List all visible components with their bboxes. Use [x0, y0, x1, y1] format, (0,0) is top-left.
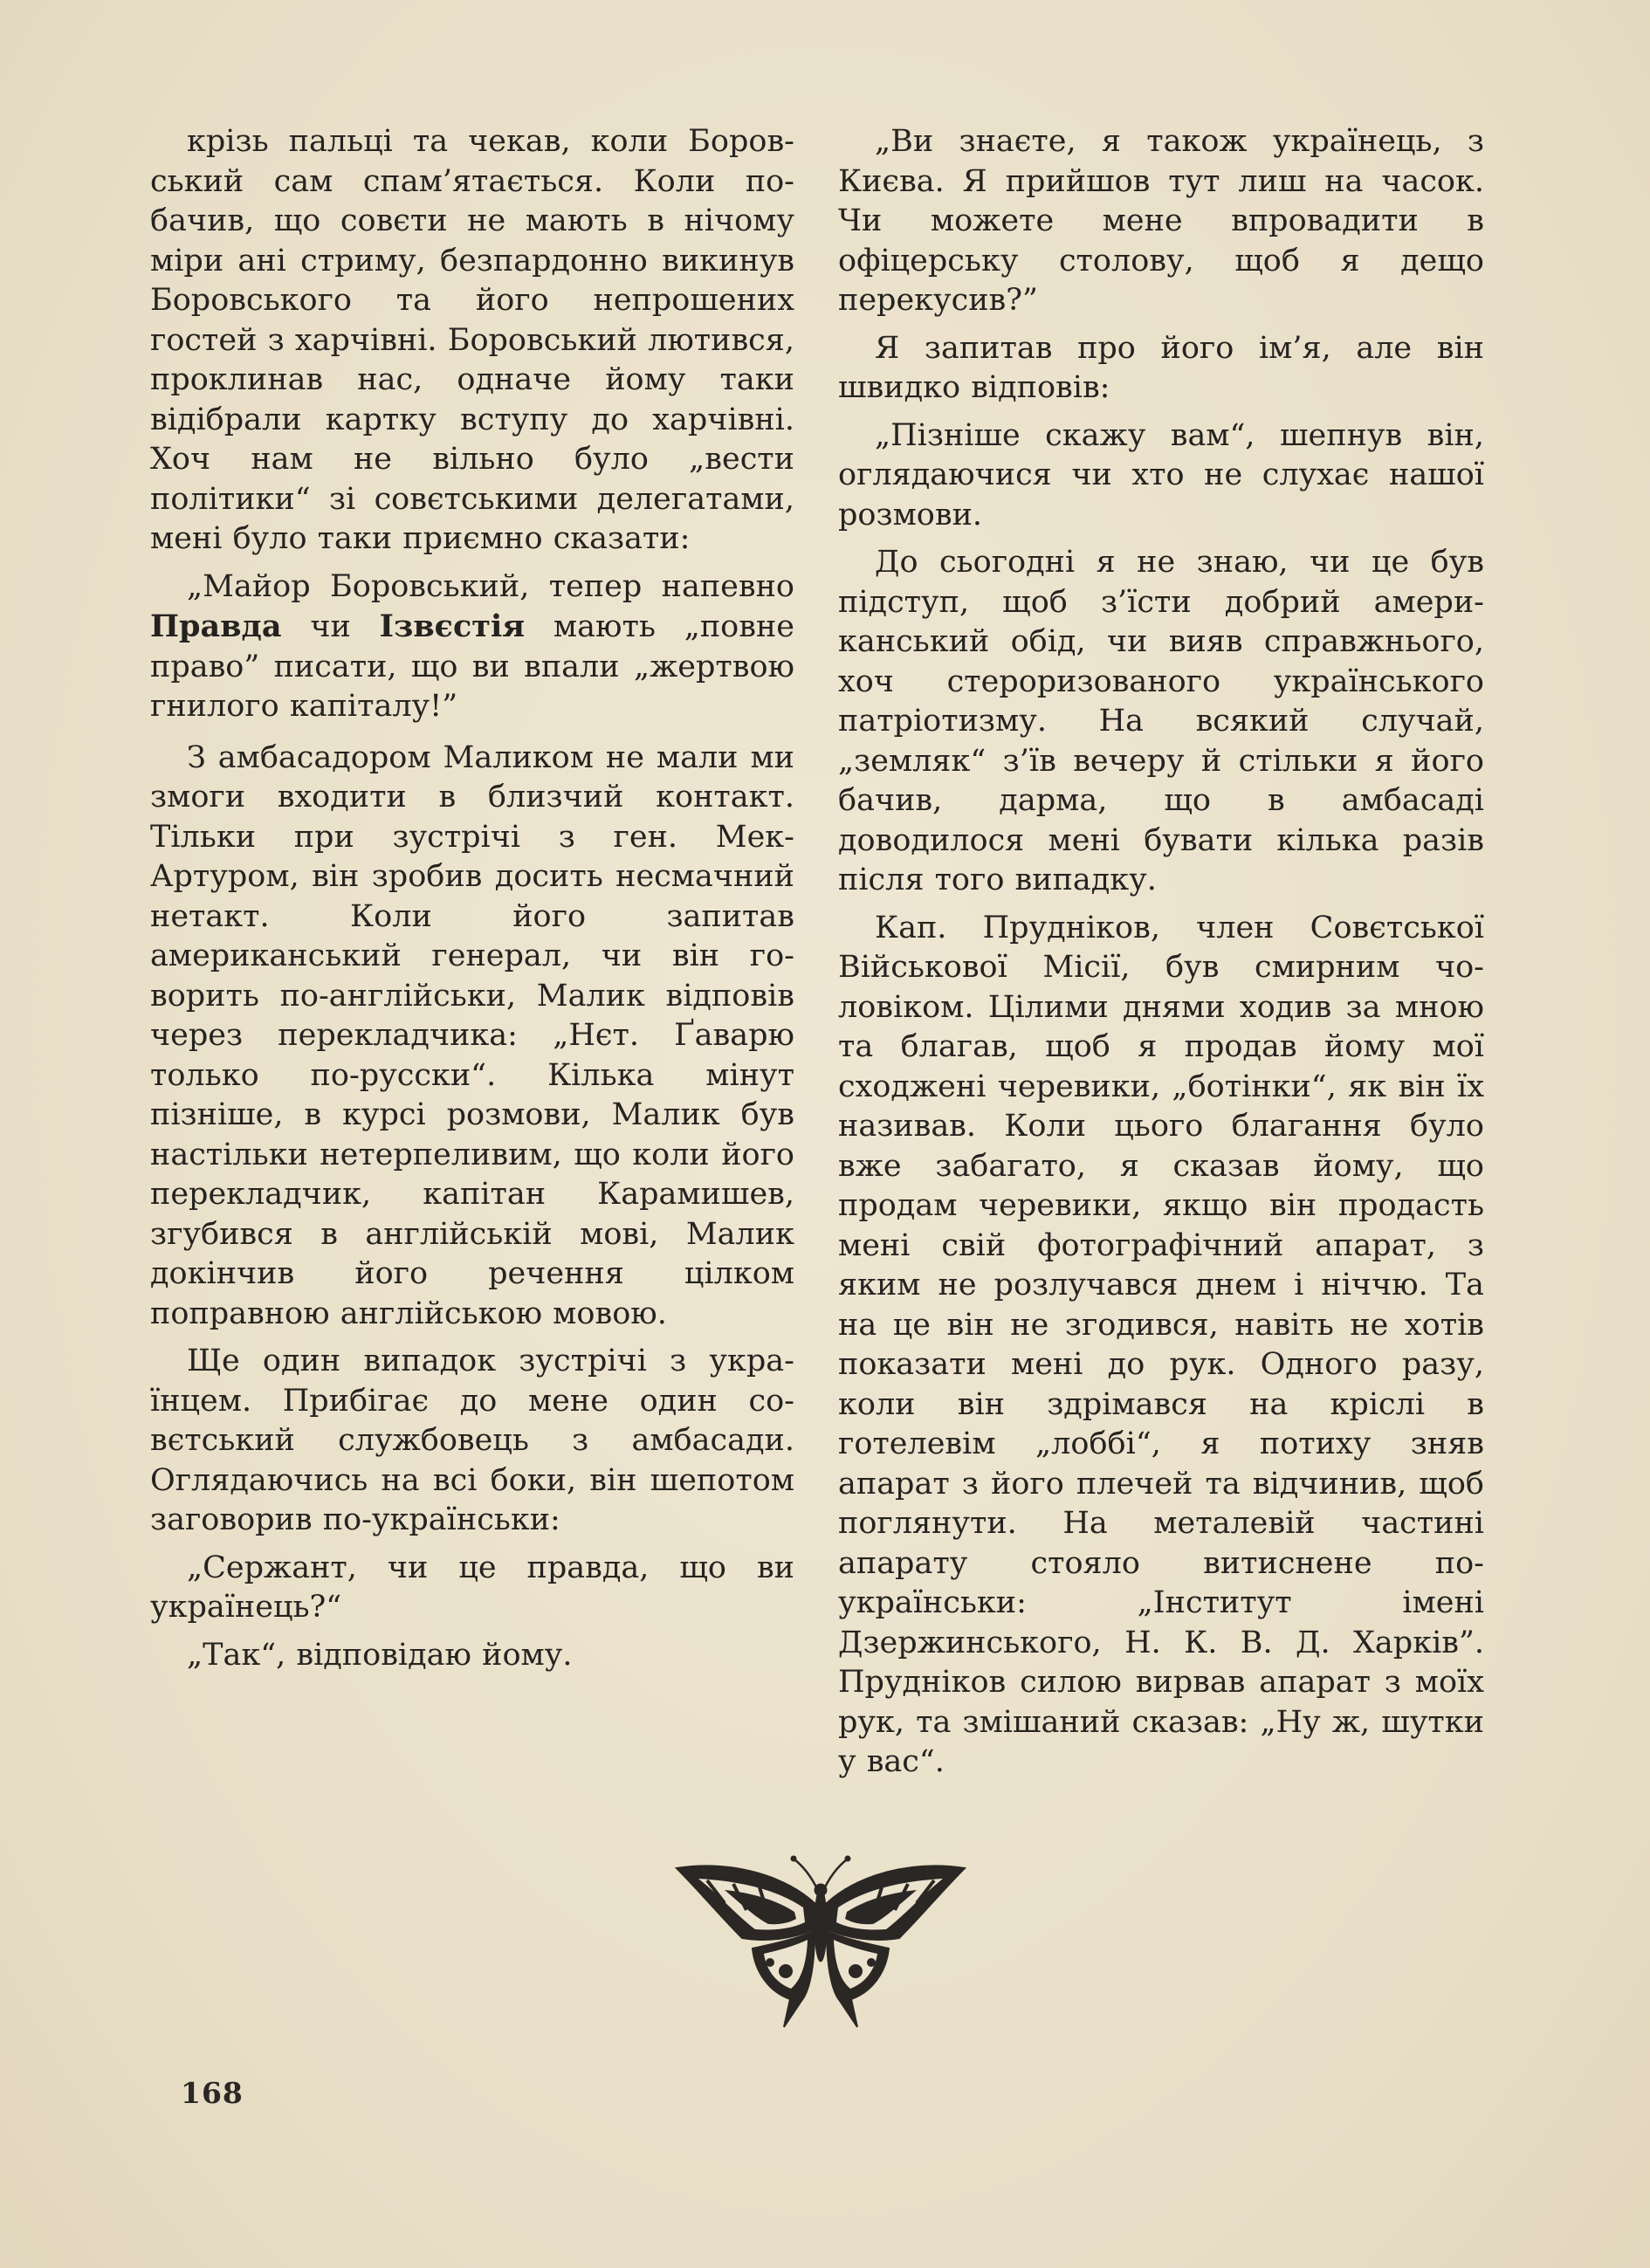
- newspaper-name-pravda: Правда: [150, 608, 282, 644]
- newspaper-name-izvestia: Ізвєстія: [379, 608, 526, 644]
- paragraph: З амбасадором Маликом не мали ми змоги входити в близчий контакт. Тільки при зустрічі з ген. МекАртуром, він зробив досить несмачний нетакт. Коли його запитав американський генерал, чи він говорить по-англійськи, Малик відповів через перекладчика: „Нєт. Ґаварю только по-русски“. Кілька мінут пізніше, в курсі розмови, Малик був настільки нетерпеливим, що коли його перекладчик, капітан Карамишев, згубився в англійській мові, Малик докінчив його речення цілком поправною англійською мовою.: [150, 739, 794, 1331]
- paragraph: Кап. Пруднікoв, член Совєтської Військової Місії, був смирним чоловіком. Цілими днями ходив за мною та благав, щоб я продав йому мої сходжені черевики, „ботінки“, як він їх називав. Коли цього благання було вже забагато, я сказав йому, що продам черевики, якщо він продасть мені свій фотографічний апарат, з яким не розлучався днем і ніччю. Та на це він не згодився, навіть не хотів показати мені до рук. Одного разу, коли він здрімався на кріслі в готелевім „лоббі“, я потиху зняв апарат з його плечей та відчинив, щоб поглянути. На металевій частині апарату стояло витиснене по-українськи: „Інститут імені Дзержинського, Н. К. В. Д. Харків”. Пруднікoв силою вирвав апарат з моїх рук, та змішаний сказав: „Ну ж, шутки у вас“.: [838, 910, 1484, 1779]
- paragraph: крізь пальці та чекав, коли Боровський сам спам’ятається. Коли побачив, що совєти не мають в нічому міри ані стриму, безпардонно викинув Боровського та його непрошених гостей з харчівні. Боровський лютився, проклинав нас, одначе йому таки відібрали картку вступу до харчівні. Хоч нам не вільно було „вести політики“ зі совєтськими делегатами, мені було таки приємно сказати:: [150, 124, 794, 556]
- paragraph: Ще один випадок зустрічі з українцем. Прибігає до мене один совєтський службовець з амбасади. Оглядаючись на всі боки, він шепотом заговорив по-українськи:: [150, 1344, 794, 1537]
- paragraph: До сьогодні я не знаю, чи це був підступ, щоб з’їсти добрий американський обід, чи вияв справжнього, хоч стероризованого українського патріотизму. На всякий случай, „земляк“ з’їв вечеру й стільки я його бачив, дарма, що в амбасаді доводилося мені бувати кілька разів після того випадку.: [838, 545, 1484, 897]
- paragraph: „Ви знаєте, я також українець, з Києва. Я прийшов тут лиш на часок. Чи можете мене впровадити в офіцерську столову, щоб я дещо перекусив?”: [838, 124, 1484, 318]
- paragraph: „Пізніше скажу вам“, шепнув він, оглядаючися чи хто не слухає нашої розмови.: [838, 417, 1484, 533]
- paragraph-text: чи: [281, 609, 380, 644]
- paragraph: „Так“, відповідаю йому.: [187, 1637, 573, 1673]
- right-column: [838, 122, 1484, 1790]
- paragraph-text: мають „повне право” писати, що ви впали „жертвою гнилого капіталу!”: [150, 609, 794, 724]
- page-number: 168: [181, 2076, 244, 2110]
- paragraph-text: „Майор Боровський, тепер напевно: [187, 568, 794, 604]
- paragraph: Я запитав про його ім’я, але він швидко відповів:: [838, 330, 1484, 405]
- butterfly-icon: [672, 1842, 969, 2034]
- paragraph: [150, 567, 794, 727]
- left-column: [150, 122, 794, 1683]
- paragraph: „Сержант, чи це правда, що ви українець?“: [150, 1550, 794, 1625]
